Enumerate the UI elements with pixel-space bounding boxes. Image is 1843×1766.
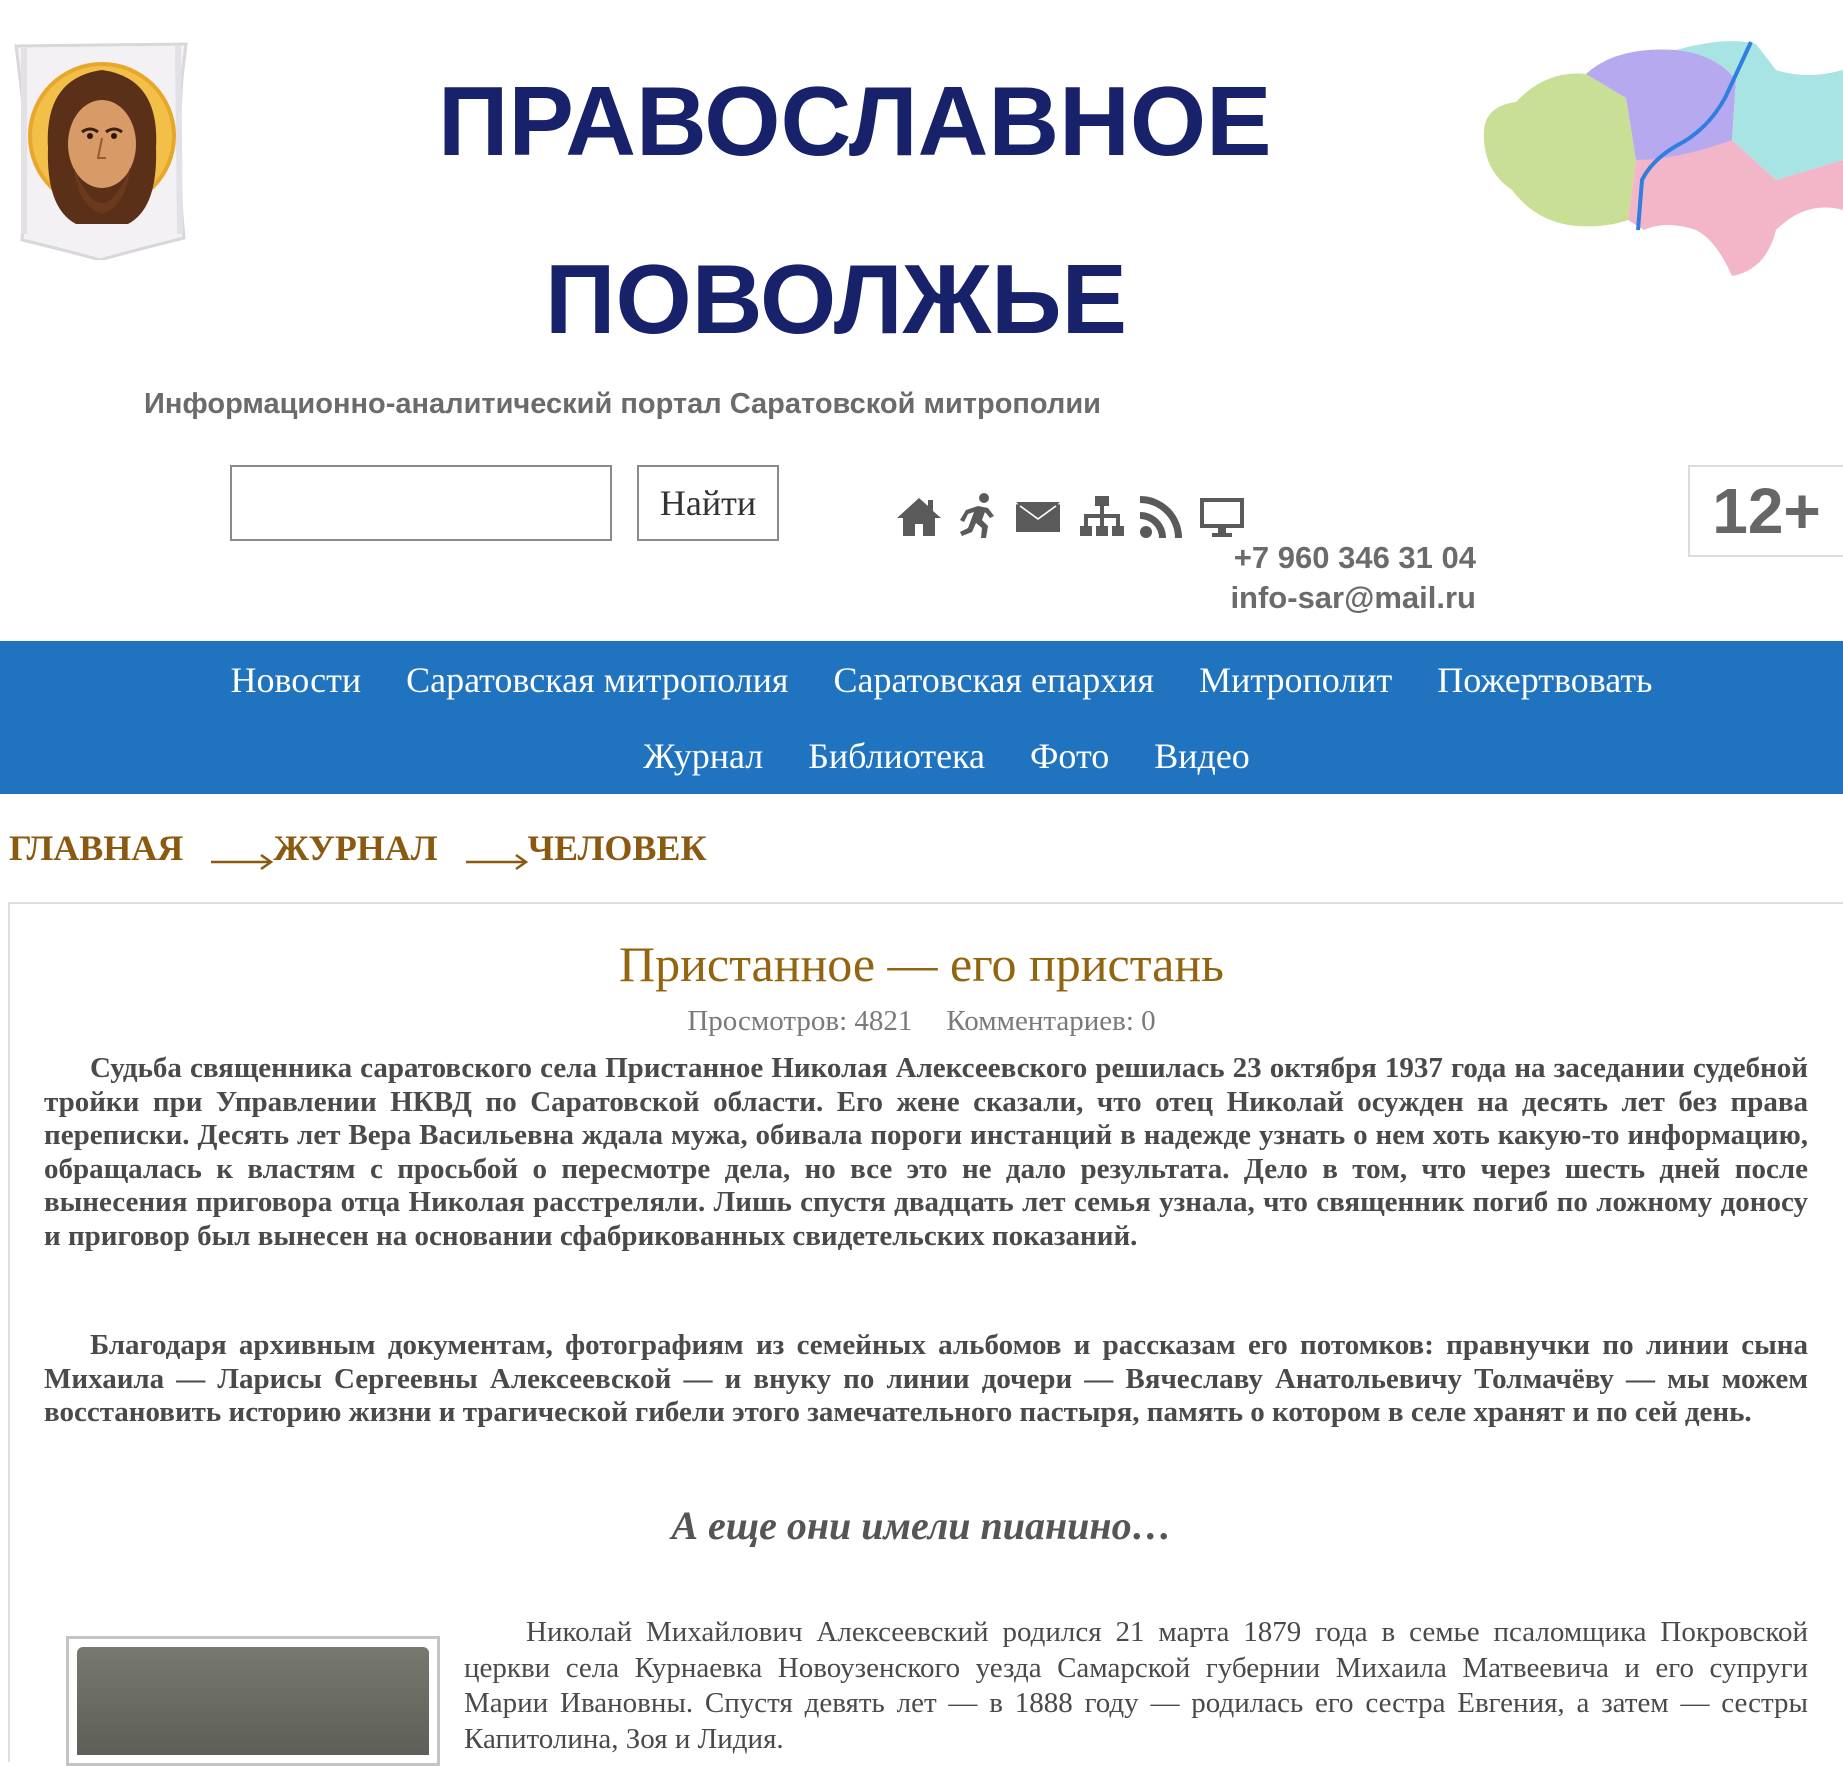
- breadcrumb-person[interactable]: ЧЕЛОВЕК: [527, 828, 707, 868]
- envelope-icon[interactable]: [1014, 492, 1062, 540]
- main-nav: [0, 641, 1843, 794]
- site-subtitle: Информационно-аналитический портал Саратовской митрополии: [144, 388, 1101, 420]
- nav-item-library[interactable]: Библиотека: [808, 736, 985, 776]
- nav-item-video[interactable]: Видео: [1154, 736, 1250, 776]
- nav-item-donate[interactable]: Пожертвовать: [1437, 660, 1653, 700]
- contact-email[interactable]: info-sar@mail.ru: [1230, 580, 1476, 615]
- nav-row-primary: [0, 659, 1843, 701]
- arrow-right-icon: [211, 838, 273, 858]
- article-meta: [0, 1005, 1843, 1038]
- nav-item-metropolis[interactable]: Саратовская митрополия: [406, 660, 789, 700]
- savior-icon[interactable]: [8, 38, 194, 260]
- site-title-line2[interactable]: ПОВОЛЖЬЕ: [545, 244, 1127, 354]
- breadcrumb: [9, 824, 707, 872]
- home-icon[interactable]: [895, 492, 943, 540]
- running-man-icon[interactable]: [954, 492, 1002, 540]
- monitor-icon[interactable]: [1198, 492, 1246, 540]
- contact-phone[interactable]: +7 960 346 31 04: [1233, 540, 1476, 575]
- breadcrumb-journal[interactable]: ЖУРНАЛ: [273, 828, 438, 868]
- photo-image: [77, 1647, 429, 1755]
- nav-item-photo[interactable]: Фото: [1029, 736, 1110, 776]
- views-count: Просмотров: 4821: [687, 1005, 913, 1037]
- search-button[interactable]: Найти: [637, 465, 779, 541]
- arrow-right-icon: [466, 838, 528, 858]
- site-title-line1[interactable]: ПРАВОСЛАВНОЕ: [438, 66, 1272, 176]
- nav-row-secondary: [0, 735, 1843, 777]
- nav-item-eparchy[interactable]: Саратовская епархия: [833, 660, 1155, 700]
- nav-item-metropolitan[interactable]: Митрополит: [1199, 660, 1393, 700]
- nav-item-news[interactable]: Новости: [230, 660, 362, 700]
- search-input[interactable]: [230, 465, 612, 541]
- breadcrumb-home[interactable]: ГЛАВНАЯ: [9, 828, 184, 868]
- comments-count: Комментариев: 0: [946, 1005, 1156, 1037]
- nav-item-journal[interactable]: Журнал: [643, 736, 764, 776]
- article-body-paragraph: Николай Михайлович Алексеевский родился 21 марта 1879 года в семье псаломщика Покровской церкви села Курнаевка Новоузенского уезда Самарской губернии Михаила Матвеевича и его супруги Марии Ивановны. Спустя девять лет — в 1888 году — родилась его сестра Евгения, а затем — сестры Капитолина, Зоя и Лидия.: [464, 1616, 1808, 1755]
- article-title: Пристанное — его пристань: [619, 936, 1224, 992]
- article-photo[interactable]: [66, 1636, 440, 1766]
- article-intro-paragraph: Благодаря архивным документам, фотографиям из семейных альбомов и рассказам его потомков: правнучки по линии сына Михаила — Ларисы Сергеевны Алексеевской — и внуку по линии дочери — Вячеславу Анатольевичу Толмачёву — мы можем восстановить историю жизни и трагической гибели этого замечательного пастыря, память о котором в селе хранят и по сей день.: [44, 1329, 1808, 1428]
- sitemap-icon[interactable]: [1078, 492, 1126, 540]
- rss-icon[interactable]: [1138, 492, 1186, 540]
- article-intro-paragraph: Судьба священника саратовского села Пристанное Николая Алексеевского решилась 23 октября 1937 года на заседании судебной тройки при Управлении НКВД по Саратовской области. Его жене сказали, что отец Николай осужден на десять лет без права переписки. Десять лет Вера Васильевна ждала мужа, обивала пороги инстанций в надежде узнать о нем хоть какую-то информацию, обращалась к властям с просьбой о пересмотре дела, но все это не дало результата. Дело в том, что через шесть дней после вынесения приговора отца Николая расстреляли. Лишь спустя двадцать лет семья узнала, что священник погиб по ложному доносу и приговор был вынесен на основании сфабрикованных свидетельских показаний.: [44, 1052, 1808, 1252]
- region-map-icon: [1476, 40, 1843, 280]
- section-heading: А еще они имели пианино…: [671, 1503, 1172, 1548]
- age-rating-badge: 12+: [1688, 465, 1843, 557]
